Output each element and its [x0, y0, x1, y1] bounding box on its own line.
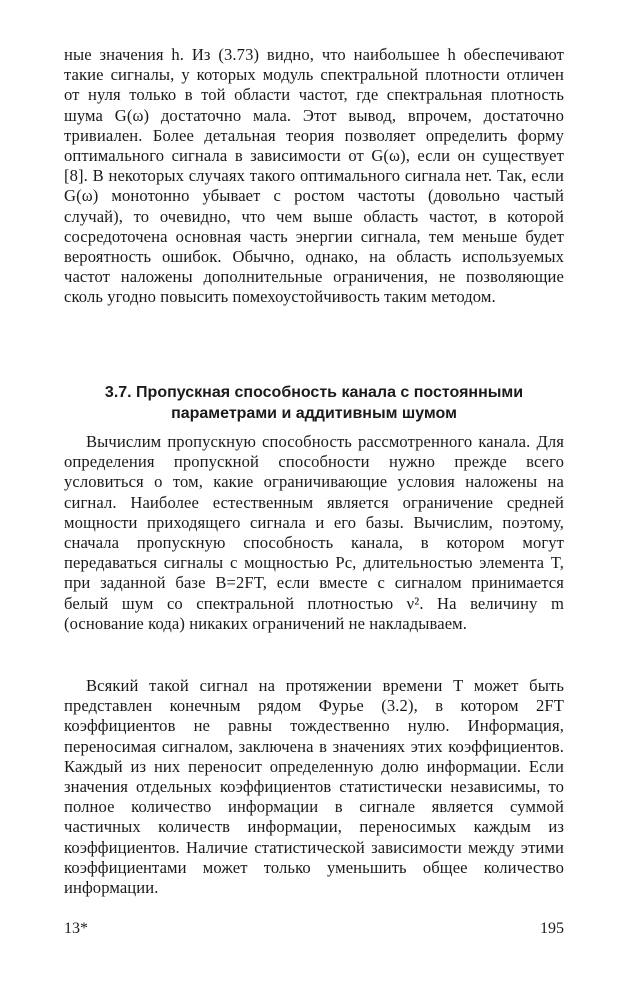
- page-footer: [64, 920, 564, 938]
- paragraph-2: Вычислим пропускную способность рассмотренного канала. Для определения пропускной способности нужно прежде всего условиться о том, какие ограничивающие условия наложены на сигнал. Наиболее естественным является ограничение средней мощности приходящего сигнала и его базы. Вычислим, поэтому, сначала пропускную способность канала, в котором могут передаваться сигналы с мощностью Pс, длительностью элемента T, при заданной базе B=2FT, если вместе с сигналом принимается белый шум со спектральной плотностью ν². На величину m (основание кода) никаких ограничений не накладываем.: [64, 432, 564, 633]
- signature-mark: 13*: [64, 920, 88, 937]
- section-heading: 3.7. Пропускная способность канала с постоянными параметрами и аддитивным шумом: [104, 384, 524, 422]
- paragraph-3: Всякий такой сигнал на протяжении времени T может быть представлен конечным рядом Фурье (3.2), в котором 2FT коэффициентов не равны тождественно нулю. Информация, переносимая сигналом, заключена в значениях этих коэффициентов. Каждый из них переносит определенную долю информации. Если значения отдельных коэффициентов статистически независимы, то полное количество информации в сигнале является суммой частичных количеств информации, переносимых каждым из коэффициентов. Наличие статистической зависимости между этими коэффициентами может только уменьшить общее количество информации.: [64, 676, 564, 898]
- paragraph-1: ные значения h. Из (3.73) видно, что наибольшее h обеспечивают такие сигналы, у которых модуль спектральной плотности отличен от нуля только в той области частот, где спектральная плотность шума G(ω) достаточно мала. Этот вывод, впрочем, достаточно тривиален. Более детальная теория позволяет определить форму оптимального сигнала в зависимости от G(ω), если он существует [8]. В некоторых случаях такого оптимального сигнала нет. Так, если G(ω) монотонно убывает с ростом частоты (довольно частый случай), то очевидно, что чем выше область частот, в которой сосредоточена основная часть энергии сигнала, тем меньше будет вероятность ошибок. Обычно, однако, на область используемых частот наложены дополнительные ограничения, не позволяющие сколь угодно повысить помехоустойчивость таким методом.: [64, 45, 564, 307]
- page-number: 195: [540, 920, 564, 937]
